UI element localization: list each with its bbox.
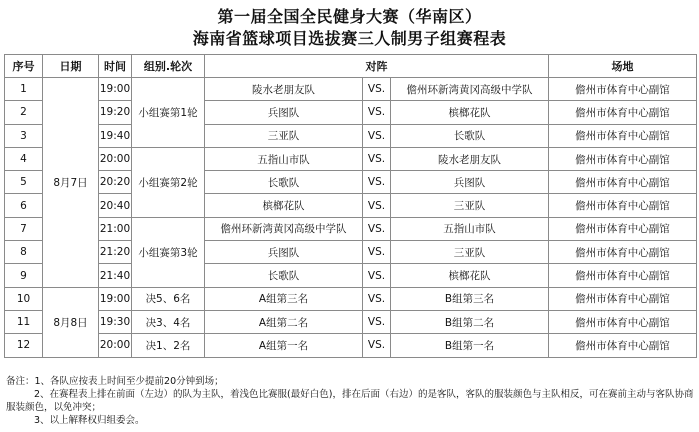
- header-seq: 序号: [5, 55, 43, 78]
- seq-cell: 12: [5, 334, 43, 357]
- vs-cell: VS.: [363, 124, 391, 147]
- round-cell: 小组赛第2轮: [132, 147, 205, 217]
- time-cell: 19:40: [99, 124, 132, 147]
- table-row: [5, 194, 697, 217]
- seq-cell: 8: [5, 241, 43, 264]
- venue-cell: 儋州市体育中心副馆: [549, 264, 697, 287]
- time-cell: 20:00: [99, 147, 132, 170]
- seq-cell: 5: [5, 171, 43, 194]
- date-cell: 8月7日: [43, 78, 99, 288]
- header-venue: 场地: [549, 55, 697, 78]
- venue-cell: 儋州市体育中心副馆: [549, 194, 697, 217]
- vs-cell: VS.: [363, 147, 391, 170]
- home-team-cell: 槟榔花队: [205, 194, 363, 217]
- time-cell: 21:40: [99, 264, 132, 287]
- time-cell: 21:00: [99, 217, 132, 240]
- venue-cell: 儋州市体育中心副馆: [549, 310, 697, 333]
- seq-cell: 2: [5, 101, 43, 124]
- venue-cell: 儋州市体育中心副馆: [549, 78, 697, 101]
- time-cell: 20:40: [99, 194, 132, 217]
- venue-cell: 儋州市体育中心副馆: [549, 171, 697, 194]
- table-row: [5, 310, 697, 333]
- note-line-3: 服装颜色，以免冲突；: [6, 402, 102, 413]
- seq-cell: 1: [5, 78, 43, 101]
- vs-cell: VS.: [363, 194, 391, 217]
- table-row: [5, 287, 697, 310]
- away-team-cell: B组第一名: [391, 334, 549, 357]
- vs-cell: VS.: [363, 78, 391, 101]
- away-team-cell: 三亚队: [391, 241, 549, 264]
- seq-cell: 9: [5, 264, 43, 287]
- seq-cell: 10: [5, 287, 43, 310]
- home-team-cell: 陵水老朋友队: [205, 78, 363, 101]
- away-team-cell: 儋州环新湾黄冈高级中学队: [391, 78, 549, 101]
- table-row: [5, 217, 697, 240]
- venue-cell: 儋州市体育中心副馆: [549, 101, 697, 124]
- page-title: 第一届全国全民健身大赛（华南区）: [217, 7, 482, 26]
- time-cell: 21:20: [99, 241, 132, 264]
- round-cell: 决1、2名: [132, 334, 205, 357]
- note-line-1: 备注：1、各队应按表上时间至少提前20分钟到场；: [6, 376, 224, 387]
- round-cell: 小组赛第3轮: [132, 217, 205, 287]
- note-line-4: 3、以上解释权归组委会。: [34, 415, 145, 426]
- time-cell: 19:20: [99, 101, 132, 124]
- round-cell: 决3、4名: [132, 310, 205, 333]
- seq-cell: 3: [5, 124, 43, 147]
- vs-cell: VS.: [363, 217, 391, 240]
- seq-cell: 6: [5, 194, 43, 217]
- away-team-cell: 兵图队: [391, 171, 549, 194]
- away-team-cell: 三亚队: [391, 194, 549, 217]
- table-row: [5, 264, 697, 287]
- vs-cell: VS.: [363, 287, 391, 310]
- vs-cell: VS.: [363, 264, 391, 287]
- home-team-cell: 兵图队: [205, 241, 363, 264]
- home-team-cell: 五指山市队: [205, 147, 363, 170]
- away-team-cell: B组第三名: [391, 287, 549, 310]
- away-team-cell: B组第二名: [391, 310, 549, 333]
- page-subtitle: 海南省篮球项目选拔赛三人制男子组赛程表: [192, 29, 507, 48]
- home-team-cell: A组第二名: [205, 310, 363, 333]
- time-cell: 19:30: [99, 310, 132, 333]
- vs-cell: VS.: [363, 310, 391, 333]
- table-header-row: [5, 55, 697, 78]
- home-team-cell: 长歌队: [205, 171, 363, 194]
- venue-cell: 儋州市体育中心副馆: [549, 147, 697, 170]
- header-group-round: 组别.轮次: [132, 55, 205, 78]
- away-team-cell: 槟榔花队: [391, 101, 549, 124]
- seq-cell: 7: [5, 217, 43, 240]
- time-cell: 20:20: [99, 171, 132, 194]
- venue-cell: 儋州市体育中心副馆: [549, 241, 697, 264]
- vs-cell: VS.: [363, 101, 391, 124]
- venue-cell: 儋州市体育中心副馆: [549, 217, 697, 240]
- notes: [6, 375, 694, 427]
- round-cell: 决5、6名: [132, 287, 205, 310]
- table-row: [5, 101, 697, 124]
- seq-cell: 4: [5, 147, 43, 170]
- home-team-cell: 长歌队: [205, 264, 363, 287]
- home-team-cell: 兵图队: [205, 101, 363, 124]
- table-row: [5, 241, 697, 264]
- away-team-cell: 陵水老朋友队: [391, 147, 549, 170]
- away-team-cell: 槟榔花队: [391, 264, 549, 287]
- venue-cell: 儋州市体育中心副馆: [549, 334, 697, 357]
- vs-cell: VS.: [363, 334, 391, 357]
- vs-cell: VS.: [363, 241, 391, 264]
- date-cell: 8月8日: [43, 287, 99, 357]
- home-team-cell: 儋州环新湾黄冈高级中学队: [205, 217, 363, 240]
- home-team-cell: A组第一名: [205, 334, 363, 357]
- home-team-cell: A组第三名: [205, 287, 363, 310]
- vs-cell: VS.: [363, 171, 391, 194]
- venue-cell: 儋州市体育中心副馆: [549, 124, 697, 147]
- time-cell: 20:00: [99, 334, 132, 357]
- away-team-cell: 五指山市队: [391, 217, 549, 240]
- table-row: [5, 334, 697, 357]
- table-row: [5, 124, 697, 147]
- schedule-table: [4, 54, 697, 358]
- away-team-cell: 长歌队: [391, 124, 549, 147]
- note-line-2: 2、在赛程表上排在前面（左边）的队为主队，着浅色比赛服(最好白色)，排在后面（右边）的是客队，客队的服装颜色与主队相反，可在赛前主动与客队协商: [34, 389, 694, 400]
- header-matchup: 对阵: [205, 55, 549, 78]
- table-row: [5, 171, 697, 194]
- round-cell: 小组赛第1轮: [132, 78, 205, 148]
- home-team-cell: 三亚队: [205, 124, 363, 147]
- seq-cell: 11: [5, 310, 43, 333]
- table-row: [5, 147, 697, 170]
- time-cell: 19:00: [99, 287, 132, 310]
- time-cell: 19:00: [99, 78, 132, 101]
- header-time: 时间: [99, 55, 132, 78]
- venue-cell: 儋州市体育中心副馆: [549, 287, 697, 310]
- table-row: [5, 78, 697, 101]
- header-date: 日期: [43, 55, 99, 78]
